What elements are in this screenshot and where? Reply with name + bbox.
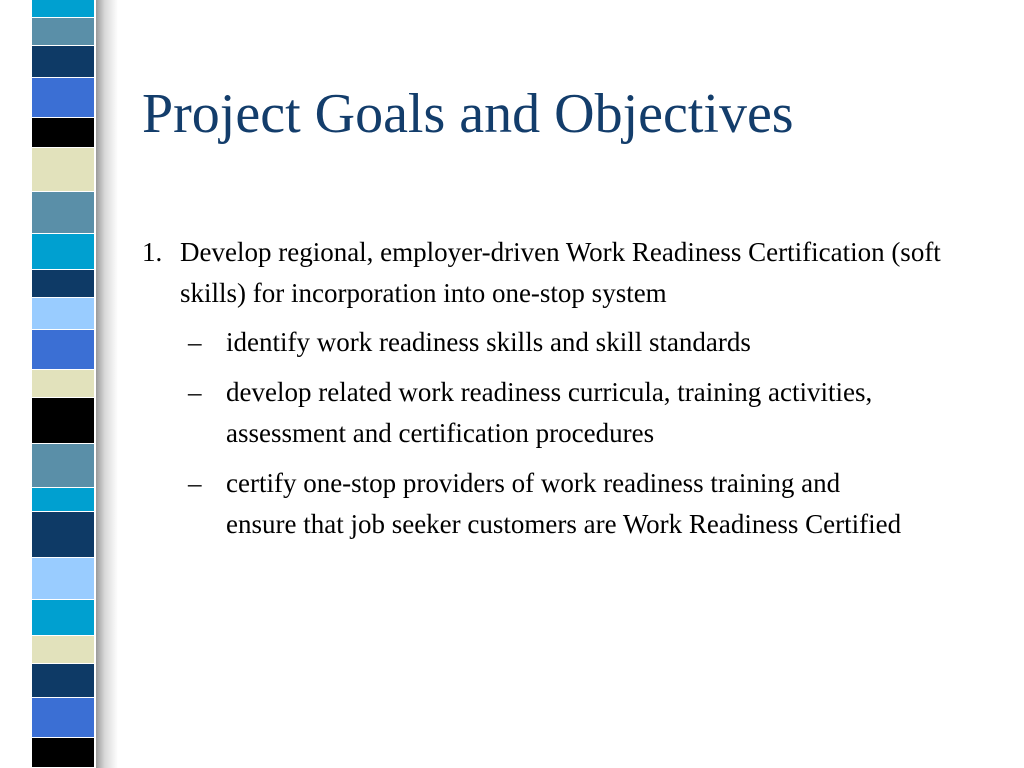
- sub-point-text: develop related work readiness curricula, training activities, assessment and certification procedures: [226, 377, 873, 448]
- dash-marker: –: [188, 468, 202, 498]
- stripe-segment: [32, 0, 94, 18]
- stripe-segment: [32, 46, 94, 78]
- sub-point-text: identify work readiness skills and skill standards: [226, 327, 751, 357]
- stripe-segment: [32, 18, 94, 46]
- stripe-segment: [32, 558, 94, 600]
- slide-title: Project Goals and Objectives: [142, 83, 794, 145]
- sub-point: [142, 372, 906, 454]
- sub-point-list: [142, 322, 962, 545]
- slide-body: [142, 232, 962, 554]
- stripe-segment: [32, 78, 94, 118]
- stripe-segment: [32, 600, 94, 636]
- stripe-segment: [32, 738, 94, 768]
- stripe-segment: [32, 234, 94, 270]
- sub-point: [142, 322, 906, 363]
- stripe-segment: [32, 118, 94, 148]
- stripe-segment: [32, 270, 94, 298]
- sub-point: [142, 463, 906, 545]
- stripe-segment: [32, 444, 94, 488]
- stripe-segment: [32, 370, 94, 398]
- stripe-segment: [32, 148, 94, 192]
- stripe-segment: [32, 330, 94, 370]
- stripe-segment: [32, 192, 94, 234]
- stripe-segment: [32, 398, 94, 444]
- decorative-stripe-bar: [32, 0, 94, 768]
- main-point: [142, 232, 955, 314]
- sub-point-text: certify one-stop providers of work readiness training and ensure that job seeker customers are Work Readiness Certified: [226, 468, 902, 539]
- stripe-segment: [32, 698, 94, 738]
- stripe-segment: [32, 512, 94, 558]
- stripe-segment: [32, 636, 94, 664]
- stripe-segment: [32, 664, 94, 698]
- stripe-segment: [32, 298, 94, 330]
- main-point-text: Develop regional, employer-driven Work Readiness Certification (soft skills) for incorporation into one-stop system: [180, 237, 941, 308]
- stripe-bar-shadow: [96, 0, 118, 768]
- dash-marker: –: [188, 377, 202, 407]
- main-point-number: 1.: [142, 237, 163, 267]
- dash-marker: –: [188, 327, 202, 357]
- stripe-segment: [32, 488, 94, 512]
